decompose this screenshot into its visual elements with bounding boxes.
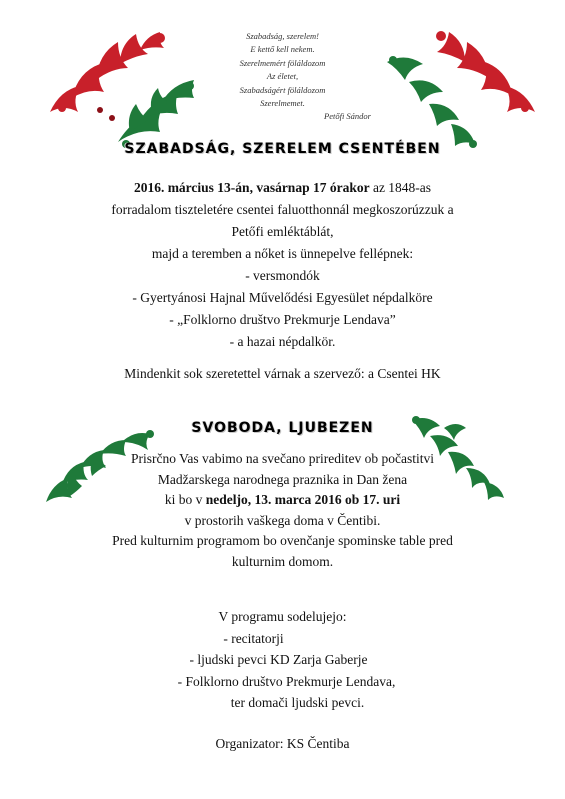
hungarian-line: Petőfi emléktáblát, [231,224,334,239]
hungarian-invite: Mindenkit sok szeretettel várnak a szervező: a Csentei HK [124,366,441,381]
poem-line: E kettő kell nekem. [250,44,315,55]
hungarian-line: - Gyertyánosi Hajnal Művelődési Egyesület népdalköre [132,290,433,305]
slovenian-line: Pred kulturnim programom bo ovenčanje spominske table pred [112,533,453,548]
slovenian-line: Madžarskega narodnega praznika in Dan žena [157,471,408,487]
hungarian-line: forradalom tiszteletére csentei faluotthonnál megkoszorúzzuk a [111,202,454,217]
poem [150,30,415,124]
hungarian-body [0,177,565,385]
poem-author: Petőfi Sándor [324,111,371,122]
program-item: - recitatorji [223,630,284,646]
program-item: ter domači ljudski pevci. [230,695,365,710]
slovenian-date-bold: nedeljo, 13. marca 2016 ob 17. uri [205,492,401,507]
slovenian-title: SVOBODA, LJUBEZEN [191,420,374,436]
hungarian-line: - versmondók [245,268,320,283]
slovenian-line [0,490,565,511]
poem-line: Az életet, [266,71,299,82]
organizer: Organizator: KS Čentiba [215,736,350,751]
program-heading: V programu sodelujejo: [218,609,347,624]
hungarian-title: SZABADSÁG, SZERELEM CSENTÉBEN [124,141,441,157]
slovenian-line: v prostorih vaškega doma v Čentibi. [184,512,381,528]
hungarian-line: - „Folklorno društvo Prekmurje Lendava” [169,312,396,327]
date-time-bold: 2016. március 13-án, vasárnap 17 órakor [133,180,370,195]
hungarian-line [0,177,565,199]
slovenian-line: kulturnim domom. [231,553,334,569]
program [0,606,565,714]
slovenian-line-pre: ki bo v [164,492,206,507]
slovenian-line: Prisrčno Vas vabimo na svečano prireditev ob počastitvi [130,451,435,466]
hungarian-line: - a hazai népdalkör. [229,334,336,349]
poem-line: Szabadságért föláldozom [239,84,326,95]
slovenian-body [0,449,565,572]
poem-line: Szerelmemet. [260,98,305,109]
program-item: - ljudski pevci KD Zarja Gaberje [189,652,368,667]
poem-line: Szabadság, szerelem! [246,31,319,41]
program-item: - Folklorno društvo Prekmurje Lendava, [177,673,396,689]
hungarian-line: majd a teremben a nőket is ünnepelve fellépnek: [151,246,414,261]
hungarian-line-rest: az 1848-as [369,180,432,195]
poem-line: Szerelmemért föláldozom [239,57,326,68]
